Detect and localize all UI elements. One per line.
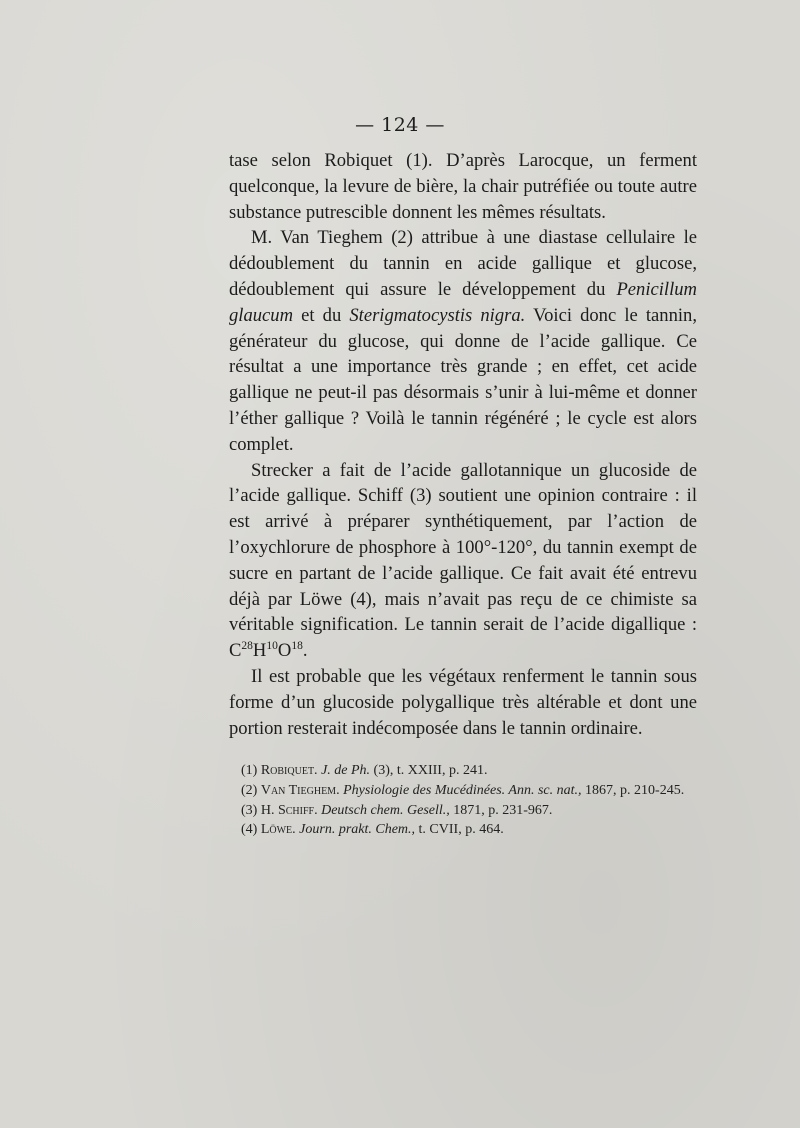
formula-sub-c: 28 [241, 639, 253, 652]
paragraph-1: tase selon Robiquet (1). D’après Larocque, un ferment quelconque, la levure de bière, la chair putréfiée ou toute autre substance putrescible donnent les mêmes résultats. [229, 150, 697, 223]
footnote-number: (2) [241, 782, 258, 798]
formula-sub-o: 18 [291, 639, 303, 652]
footnote-author: H. Schiff. [260, 802, 318, 818]
formula-h: H [252, 640, 267, 662]
footnote-number: (1) [241, 763, 258, 778]
footnote-work: Journ. prakt. Chem., [299, 822, 416, 838]
footnote-work: J. de Ph. [321, 763, 371, 778]
paragraph-2 [229, 225, 697, 457]
footnote-reference: 1871, p. 231-967. [449, 802, 553, 818]
footnote-author: Löwe. [260, 822, 296, 838]
footnote-number: (4) [241, 822, 258, 838]
footnote-reference: t. CVII, p. 464. [415, 822, 504, 838]
footnote-4 [229, 820, 699, 840]
footnote-work: Physiologie des Mucédinées. Ann. sc. nat., [343, 782, 582, 798]
species-sterigmatocystis: Sterigmatocystis nigra. [349, 304, 526, 326]
page-number: — 124 — [355, 114, 445, 136]
paragraph-3 [229, 458, 697, 664]
footnote-3 [229, 801, 699, 821]
formula-sub-h: 10 [266, 639, 278, 652]
paragraph-2-part-b: et du [293, 304, 350, 326]
footnotes [229, 761, 699, 840]
paragraph-3-end: . [302, 640, 308, 662]
footnote-number: (3) [241, 802, 258, 818]
footnote-reference: (3), t. XXIII, p. 241. [370, 763, 488, 778]
footnote-1 [229, 761, 699, 781]
paragraph-4: Il est probable que les végétaux renferment le tannin sous forme d’un glucoside polygallique très altérable et dont une portion resterait indécomposée dans le tannin ordinaire. [229, 665, 697, 739]
paragraph-2-part-c: Voici donc le tannin, générateur du glucose, qui donne de l’acide gallique. Ce résultat a une importance très grande ; en effet, cet acide gallique ne peut-il pas désormais s’unir à lui-même et donner l’éther gallique ? Voilà le tannin régénéré ; le cycle est alors complet. [229, 304, 697, 455]
footnote-reference: 1867, p. 210-245. [581, 782, 685, 798]
paragraph-3-part-a: Strecker a fait de l’acide gallotannique un glucoside de l’acide gallique. Schiff (3) soutient une opinion contraire : il est arrivé à préparer synthétiquement, par l’action de l’oxychlorure de phosphore à 100°-120°, du tannin exempt de sucre en partant de l’acide gallique. Ce fait avait été entrevu déjà par Löwe (4), mais n’avait pas reçu de ce chimiste sa véritable signification. Le tannin serait de l’acide digallique : C [229, 459, 697, 662]
formula-o: O [277, 640, 292, 662]
footnote-work: Deutsch chem. Gesell., [321, 802, 450, 818]
footnote-2 [229, 781, 699, 801]
body-text [229, 148, 697, 741]
species-penicillum: Penicillum glaucum [229, 278, 697, 326]
footnote-author: Robiquet. [260, 763, 318, 778]
footnote-author: Van Tieghem. [260, 782, 340, 798]
paragraph-2-part-a: M. Van Tieghem (2) attribue à une diastase cellulaire le dédoublement du tannin en acide gallique et glucose, dédoublement qui assure le développement du [229, 227, 697, 300]
